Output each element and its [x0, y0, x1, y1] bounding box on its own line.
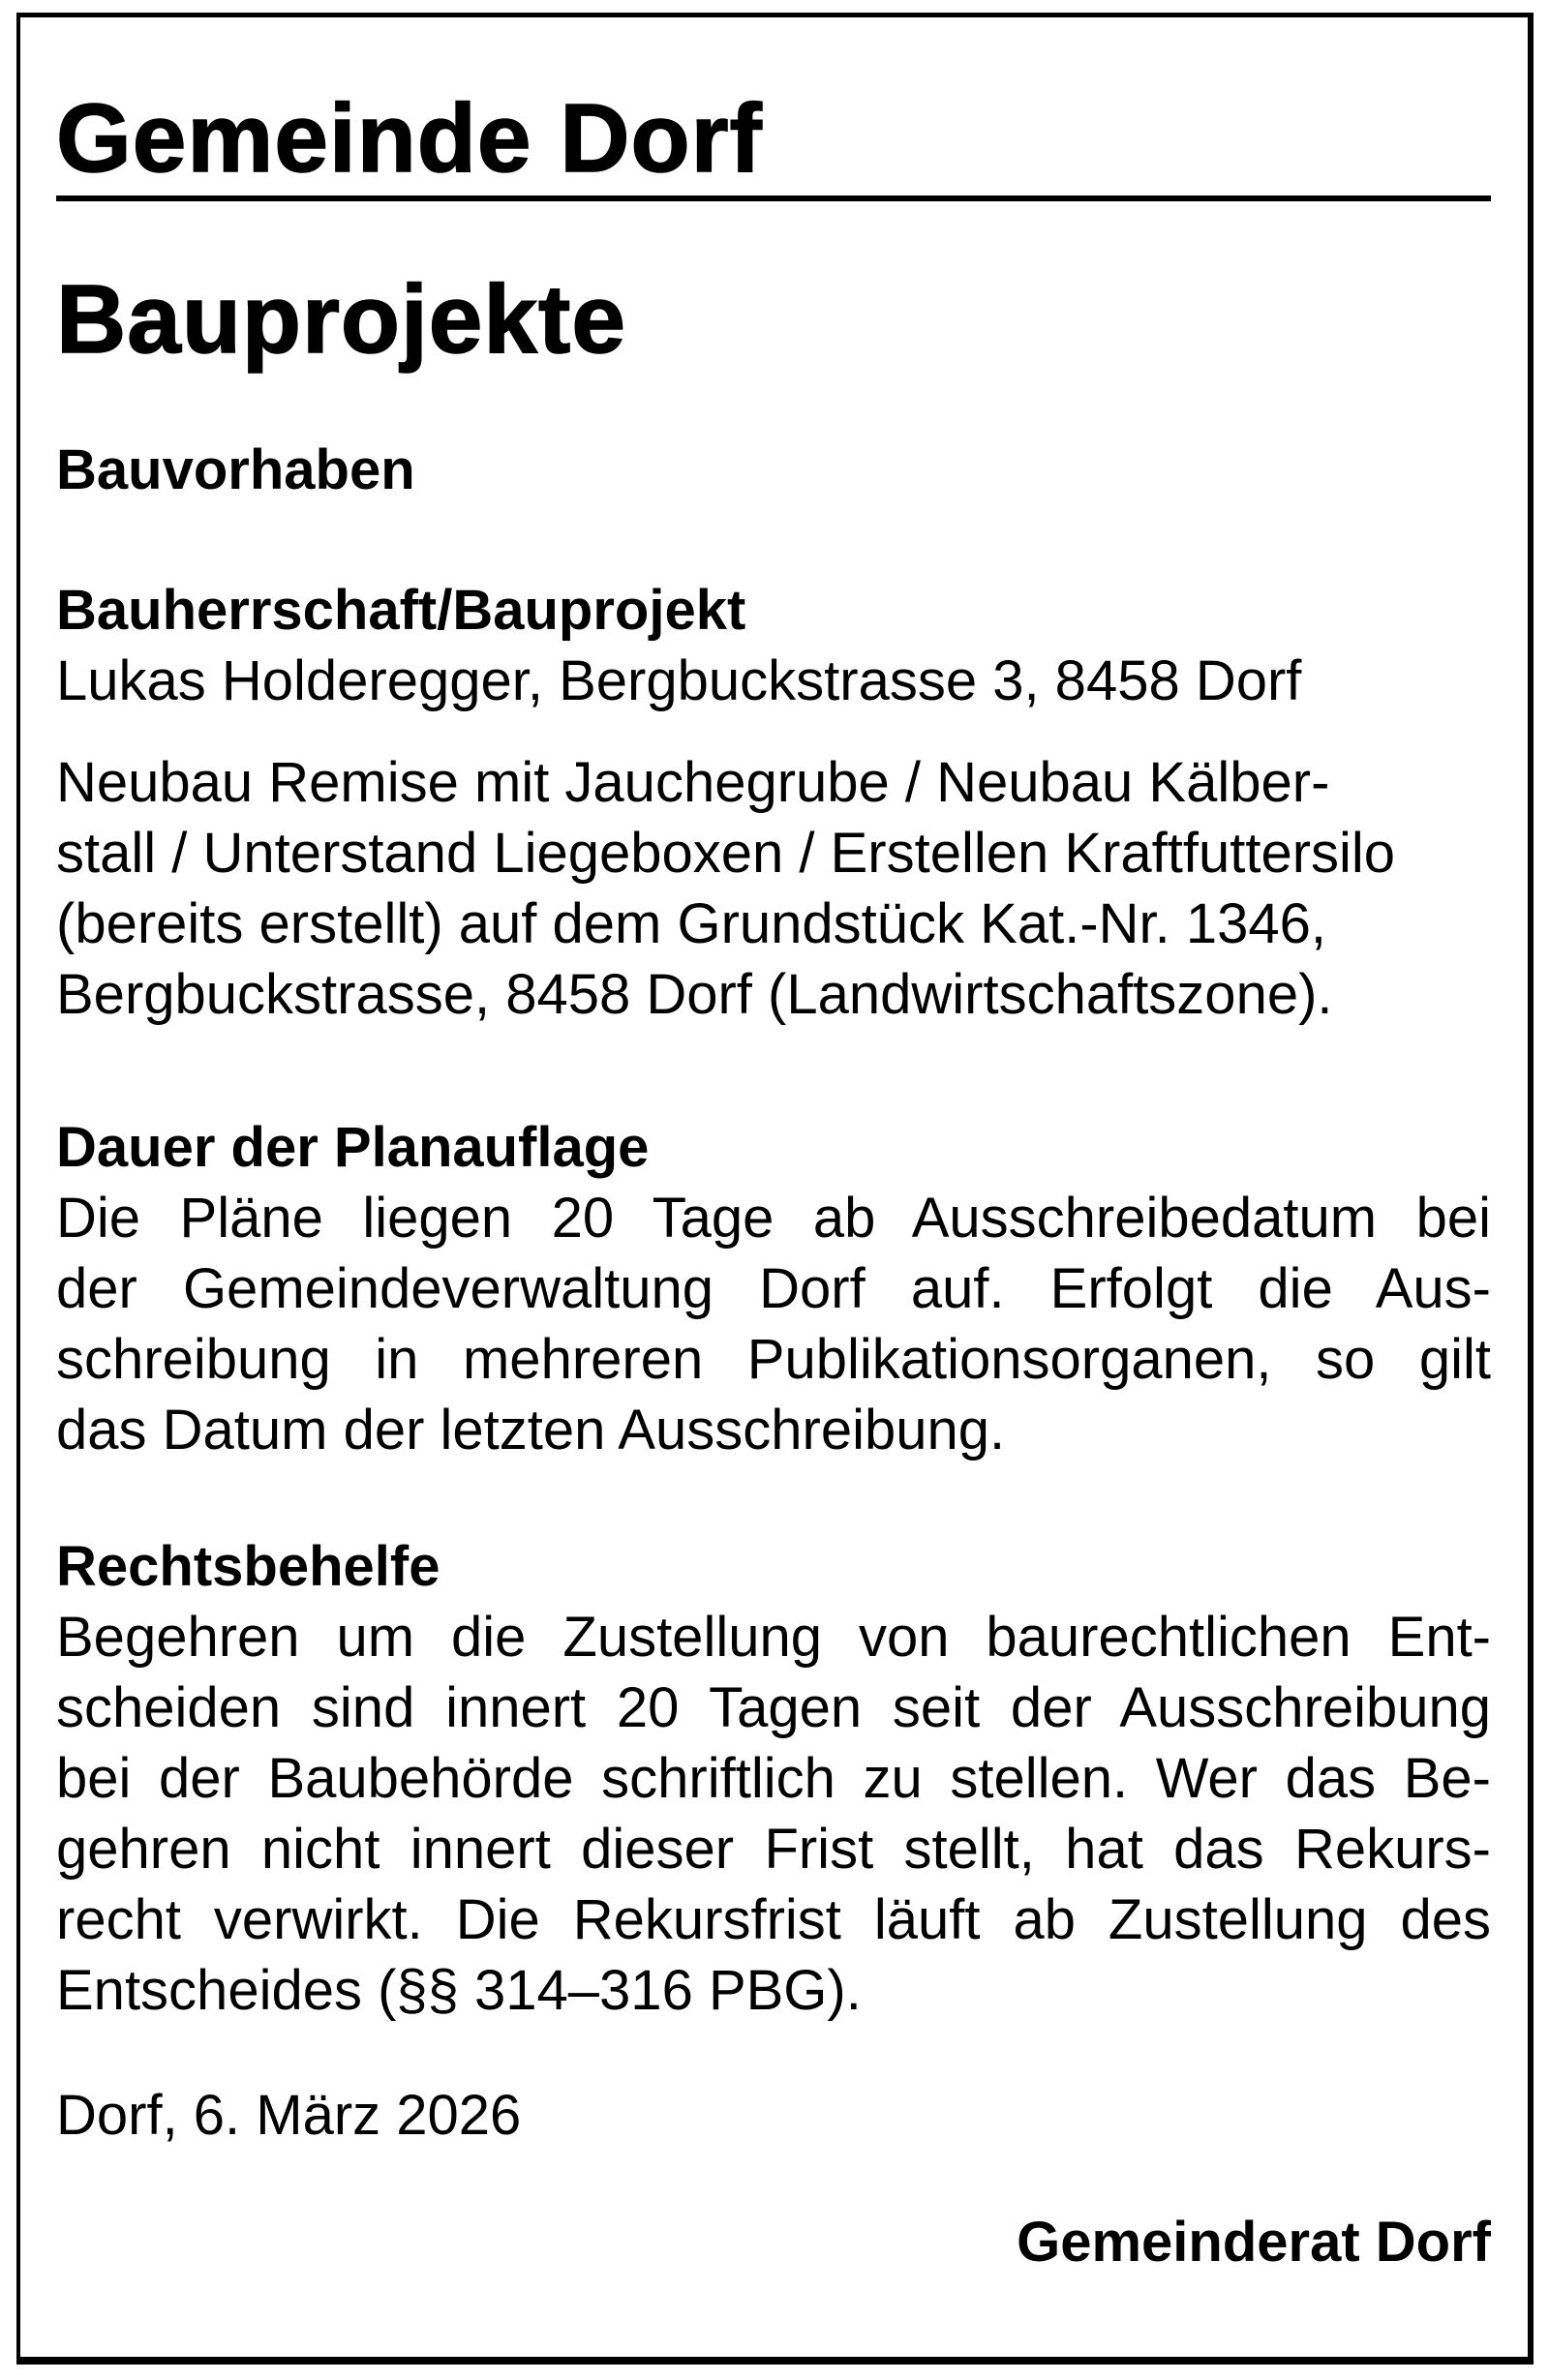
text-line: Begehren um die Zustellung von baurechtlichen Ent- [56, 1606, 1491, 1669]
text-line: Die Pläne liegen 20 Tage ab Ausschreibedatum bei [56, 1187, 1491, 1250]
legal-heading: Rechtsbehelfe [56, 1535, 440, 1598]
divider-rule [56, 196, 1491, 201]
owner-heading: Bauherrschaft/Bauprojekt [56, 579, 746, 642]
notice-frame [16, 13, 1534, 2365]
dateline: Dorf, 6. März 2026 [56, 2084, 522, 2147]
text-line: bei der Baubehörde schriftlich zu stellen. Wer das Be- [56, 1747, 1491, 1810]
text-line: Bergbuckstrasse, 8458 Dorf (Landwirtschaftszone). [56, 963, 1333, 1026]
plan-period-section [56, 1112, 1491, 1465]
text-line: der Gemeindeverwaltung Dorf auf. Erfolgt die Aus- [56, 1257, 1491, 1320]
text-line: schreibung in mehreren Publikationsorganen, so gilt [56, 1328, 1491, 1391]
plan-period-heading: Dauer der Planauflage [56, 1116, 650, 1179]
signature: Gemeinderat Dorf [1017, 2211, 1491, 2274]
text-line: recht verwirkt. Die Rekursfrist läuft ab Zustellung des [56, 1888, 1491, 1951]
legal-paragraph [56, 1602, 1491, 2026]
text-line: scheiden sind innert 20 Tagen seit der Ausschreibung [56, 1676, 1491, 1739]
text-line: gehren nicht innert dieser Frist stellt, hat das Rekurs- [56, 1818, 1491, 1881]
text-line: das Datum der letzten Ausschreibung. [56, 1399, 1006, 1461]
plan-period-paragraph [56, 1183, 1491, 1465]
ad-title: Bauprojekte [56, 265, 626, 374]
text-line: Entscheides (§§ 314–316 PBG). [56, 1959, 862, 2022]
text-line: stall / Unterstand Liegeboxen / Erstellen Kraftfuttersilo [56, 822, 1396, 885]
project-description [56, 747, 1491, 1030]
text-line: Neubau Remise mit Jauchegrube / Neubau Kälber- [56, 751, 1330, 814]
text-line: (bereits erstellt) auf dem Grundstück Kat.-Nr. 1346, [56, 892, 1326, 955]
owner-block [56, 575, 1491, 716]
legal-section [56, 1531, 1491, 2026]
masthead-title: Gemeinde Dorf [56, 84, 763, 193]
section-label: Bauvorhaben [56, 438, 415, 501]
owner-line: Lukas Holderegger, Bergbuckstrasse 3, 8458 Dorf [56, 649, 1302, 712]
